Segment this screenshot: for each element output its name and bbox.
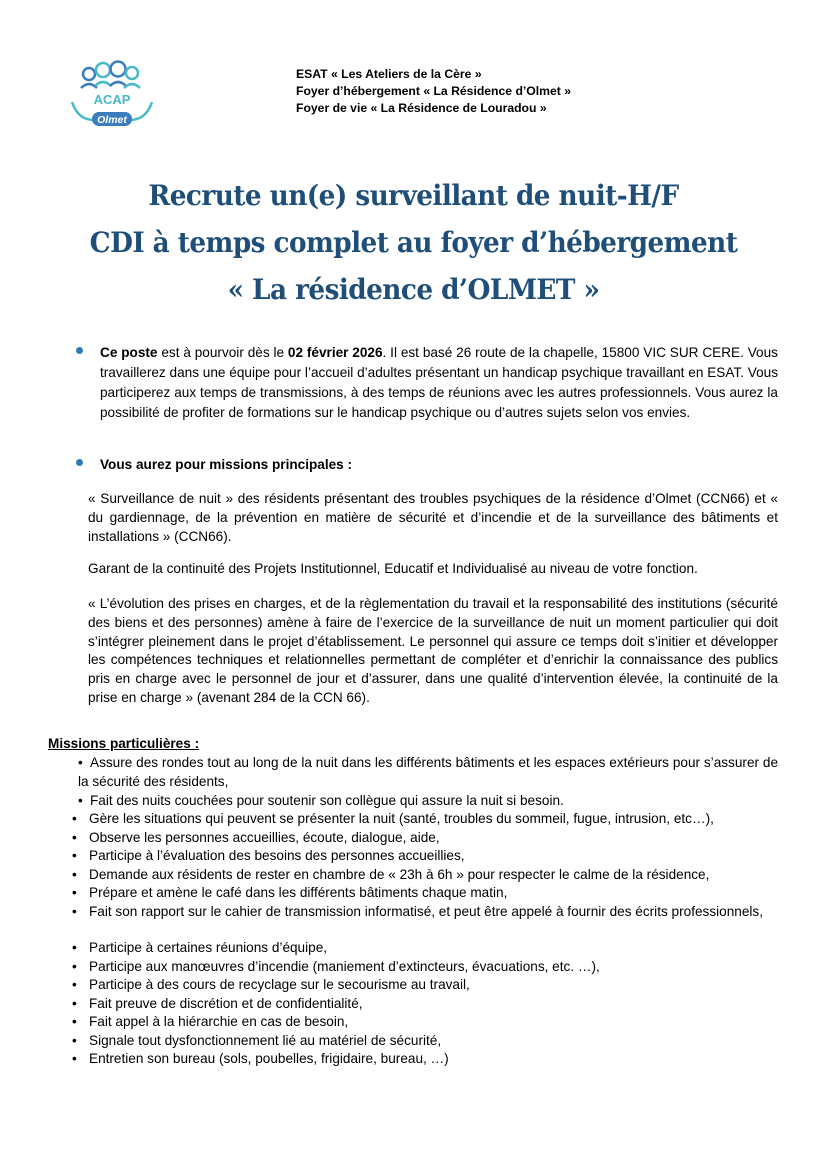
title-line-3: « La résidence d’OLMET » [227, 273, 600, 306]
acap-olmet-logo [68, 58, 160, 132]
header-esat: ESAT « Les Ateliers de la Cère » [296, 67, 482, 81]
list-item: • Fait des nuits couchées pour soutenir son collègue qui assure la nuit si besoin. [78, 793, 564, 808]
poste-label: Ce poste [100, 345, 158, 360]
job-title [25, 172, 802, 313]
header-foyer-hebergement: Foyer d’hébergement « La Résidence d’Olmet » [296, 84, 571, 98]
list-item: • Participe à certaines réunions d’équipe, [72, 940, 328, 955]
list-item: • Participe à des cours de recyclage sur le secourisme au travail, [72, 977, 470, 992]
list-item: • Prépare et amène le café dans les différents bâtiments chaque matin, [72, 885, 508, 900]
logo-acap-text: ACAP [93, 92, 131, 107]
bullet-icon [76, 347, 83, 354]
list-item: • Participe à l’évaluation des besoins des personnes accueillies, [72, 848, 465, 863]
list-item: • Gère les situations qui peuvent se présenter la nuit (santé, troubles du sommeil, fugue, intrusion, etc…), [72, 811, 714, 826]
list-item: • Participe aux manœuvres d’incendie (maniement d’extincteurs, évacuations, etc. …), [72, 959, 600, 974]
missions-heading: Vous aurez pour missions principales : [100, 457, 353, 472]
logo-olmet-text: Olmet [97, 114, 127, 126]
missions-paragraph-1: « Surveillance de nuit » des résidents présentant des troubles psychiques de la résidence d’Olmet (CCN66) et « du gardiennage, de la prévention en matière de sécurité et d’incendie et de la surveillance des bâtiments et installations » (CCN66). [88, 491, 778, 544]
poste-paragraph [100, 343, 778, 423]
list-item: • Fait preuve de discrétion et de confidentialité, [72, 996, 363, 1011]
poste-date: 02 février 2026 [287, 345, 383, 360]
establishments-header [296, 66, 571, 117]
list-item: • Assure des rondes tout au long de la nuit dans les différents bâtiments et les espaces extérieurs pour s’assurer de la sécurité des résidents, [78, 755, 778, 789]
title-line-1: Recrute un(e) surveillant de nuit-H/F [148, 179, 679, 212]
list-item: • Fait son rapport sur le cahier de transmission informatisé, et peut être appelé à fournir des écrits professionnels, [72, 904, 763, 919]
missions-particulieres-heading: Missions particulières : [48, 736, 200, 751]
missions-paragraph-2: Garant de la continuité des Projets Institutionnel, Educatif et Individualisé au niveau de votre fonction. [88, 561, 698, 576]
people-logo-icon [68, 58, 160, 132]
list-item: • Fait appel à la hiérarchie en cas de besoin, [72, 1014, 349, 1029]
title-line-2: CDI à temps complet au foyer d’hébergement [89, 226, 738, 259]
list-item: • Observe les personnes accueillies, écoute, dialogue, aide, [72, 830, 440, 845]
list-item: • Signale tout dysfonctionnement lié au matériel de sécurité, [72, 1033, 442, 1048]
poste-text-2: . Il est basé 26 route de la chapelle, 15800 VIC SUR CERE. Vous travaillerez dans une équipe pour l’accueil d’adultes présentant un handicap psychique travaillant en ESAT. Vous participerez aux temps de transmissions, à des temps de réunions avec les autres professionnels. Vous aurez la possibilité de profiter de formations sur le handicap psychique ou d’autres sujets selon vos envies. [100, 345, 778, 420]
poste-text-1: est à pourvoir dès le [157, 345, 288, 360]
missions-paragraph-3: « L’évolution des prises en charges, et de la règlementation du travail et la responsabilité des institutions (sécurité des biens et des personnes) amène à faire de l’exercice de la surveillance de nuit un moment particulier qui doit s’intégrer pleinement dans le projet d’établissement. Le personnel qui assure ce temps doit s’initier et développer les compétences techniques et relationnelles permettant de compléter et d’enrichir la connaissance des publics pris en charge avec le personnel de jour et d’assurer, dans une qualité d’intervention élevée, la continuité de la prise en charge » (avenant 284 de la CCN 66). [88, 596, 778, 705]
bullet-icon [76, 459, 83, 466]
header-foyer-vie: Foyer de vie « La Résidence de Louradou » [296, 101, 547, 115]
list-item: • Demande aux résidents de rester en chambre de « 23h à 6h » pour respecter le calme de la résidence, [72, 867, 710, 882]
list-item: • Entretien son bureau (sols, poubelles, frigidaire, bureau, …) [72, 1051, 449, 1066]
